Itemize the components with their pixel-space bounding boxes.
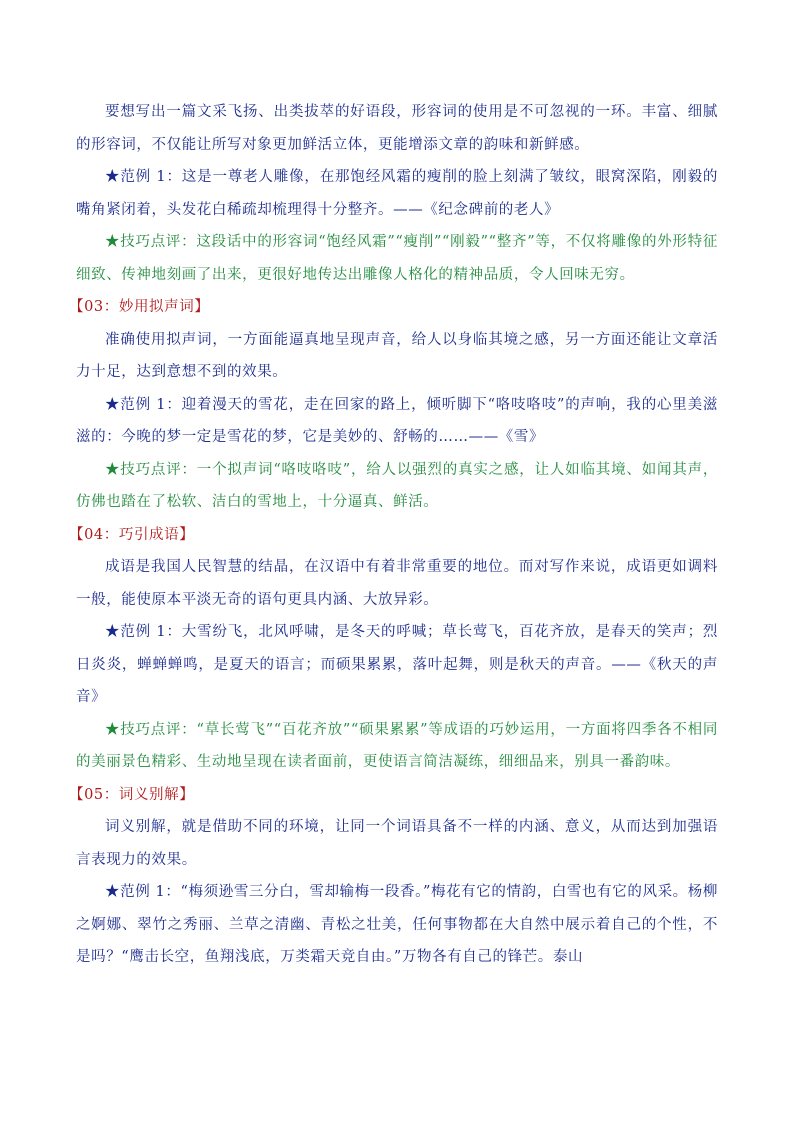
section-heading-04: 【04：巧引成语】 [69,526,195,543]
section-05-paragraph: 词义别解，就是借助不同的环境，让同一个词语具备不一样的内涵、意义，从而达到加强语言表现力的效果。 [76,819,718,868]
section-03-example: ★范例 1：迎着漫天的雪花，走在回家的路上，倾听脚下“咯吱咯吱”的声响，我的心里美滋滋的：今晚的梦一定是雪花的梦，它是美妙的、舒畅的……——《雪》 [76,396,718,445]
intro-paragraph: 要想写出一篇文采飞扬、出类拔萃的好语段，形容词的使用是不可忽视的一环。丰富、细腻的形容词，不仅能让所写对象更加鲜活立体，更能增添文章的韵味和新鲜感。 [76,104,718,153]
section-04-example: ★范例 1：大雪纷飞，北风呼啸，是冬天的呼喊；草长莺飞，百花齐放，是春天的笑声；烈日炎炎，蝉蝉蝉鸣，是夏天的语言；而硕果累累，落叶起舞，则是秋天的声音。——《秋天的声音》 [76,624,718,705]
document-page [69,96,718,974]
section-heading-03: 【03：妙用拟声词】 [69,299,210,315]
intro-example: ★范例 1：这是一尊老人雕像，在那饱经风霜的瘦削的脸上刻满了皱纹，眼窝深陷，刚毅的嘴角紧闭着，头发花白稀疏却梳理得十分整齐。——《纪念碑前的老人》 [76,169,718,218]
intro-comment: ★技巧点评：这段话中的形容词“饱经风霜”“瘦削”“刚毅”“整齐”等，不仅将雕像的外形特征细致、传神地刻画了出来，更很好地传达出雕像人格化的精神品质，令人回味无穷。 [76,234,718,283]
section-04-paragraph: 成语是我国人民智慧的结晶，在汉语中有着非常重要的地位。而对写作来说，成语更如调料一般，能使原本平淡无奇的语句更具内涵、大放异彩。 [76,559,718,608]
section-heading-05: 【05：词义别解】 [69,786,195,803]
section-03-comment: ★技巧点评：一个拟声词“咯吱咯吱”，给人以强烈的真实之感，让人如临其境、如闻其声，仿佛也踏在了松软、洁白的雪地上，十分逼真、鲜活。 [76,461,718,510]
section-05-example: ★范例 1：“梅须逊雪三分白，雪却输梅一段香。”梅花有它的情韵，白雪也有它的风采。杨柳之婀娜、翠竹之秀丽、兰草之清幽、青松之壮美，任何事物都在大自然中展示着自己的个性，不是吗？“鹰击长空，鱼翔浅底，万类霜天竞自由。”万物各有自己的锋芒。泰山 [76,884,718,965]
section-04-comment: ★技巧点评：“草长莺飞”“百花齐放”“硕果累累”等成语的巧妙运用，一方面将四季各不相同的美丽景色精彩、生动地呈现在读者面前，更使语言简洁凝练，细细品来，别具一番韵味。 [76,721,718,770]
section-03-paragraph: 准确使用拟声词，一方面能逼真地呈现声音，给人以身临其境之感，另一方面还能让文章活力十足，达到意想不到的效果。 [76,331,718,380]
